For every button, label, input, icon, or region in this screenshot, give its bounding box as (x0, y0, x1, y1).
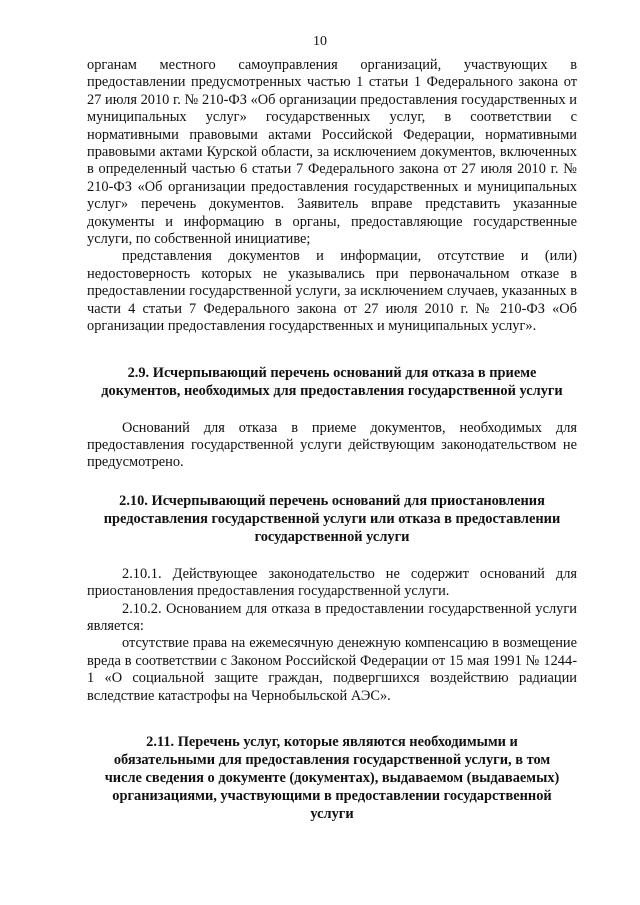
section-heading-2-9: 2.9. Исчерпывающий перечень оснований для отказа в приеме документов, необходимых для предоставления государственной услуги (101, 364, 563, 399)
page-number: 10 (313, 34, 327, 49)
paragraph-continuation: органам местного самоуправления организаций, участвующих в предоставлении предусмотренных частью 1 статьи 1 Федерального закона от 27 июля 2010 г. № 210-ФЗ «Об организации предоставления государственных и муниципальных услуг» государственных услуг, в соответствии с нормативными правовыми актами Российской Федерации, нормативными правовыми актами Курской области, за исключением документов, включенных в определенный частью 6 статьи 7 Федерального закона от 27 июля 2010 г. № 210-ФЗ «Об организации предоставления государственных и муниципальных услуг» перечень документов. Заявитель вправе представить указанные документы и информацию в органы, предоставляющие государственные услуги, по собственной инициативе; (87, 57, 577, 248)
paragraph-no-grounds: Оснований для отказа в приеме документов, необходимых для предоставления государственной услуги действующим законодательством не предусмотрено. (87, 419, 577, 471)
section-heading-2-10: 2.10. Исчерпывающий перечень оснований для приостановления предоставления государственной услуги или отказа в предоставлении государственной услуги (103, 492, 561, 545)
paragraph-documents-submission: представления документов и информации, отсутствие и (или) недостоверность которых не указывались при первоначальном отказе в предоставлении государственной услуги, за исключением случаев, указанных в части 4 статьи 7 Федерального закона от 27 июля 2010 г. № 210-ФЗ «Об организации предоставления государственных и муниципальных услуг». (87, 248, 577, 335)
paragraph-2-10-2: 2.10.2. Основанием для отказа в предоставлении государственной услуги является: (87, 600, 577, 634)
document-body (87, 57, 577, 823)
paragraph-refusal-ground: отсутствие права на ежемесячную денежную компенсацию в возмещение вреда в соответствии с Законом Российской Федерации от 15 мая 1991 № 1244-1 «О социальной защите граждан, подвергшихся воздействию радиации вследствие катастрофы на Чернобыльской АЭС». (87, 635, 577, 704)
paragraph-2-10-1: 2.10.1. Действующее законодательство не содержит оснований для приостановления предоставления государственной услуги. (87, 565, 577, 600)
section-heading-2-11: 2.11. Перечень услуг, которые являются необходимыми и обязательными для предоставления государственной услуги, в том числе сведения о документе (документах), выдаваемом (выдаваемых) организациями, участвующими в предоставлении государственной услуги (104, 733, 560, 822)
